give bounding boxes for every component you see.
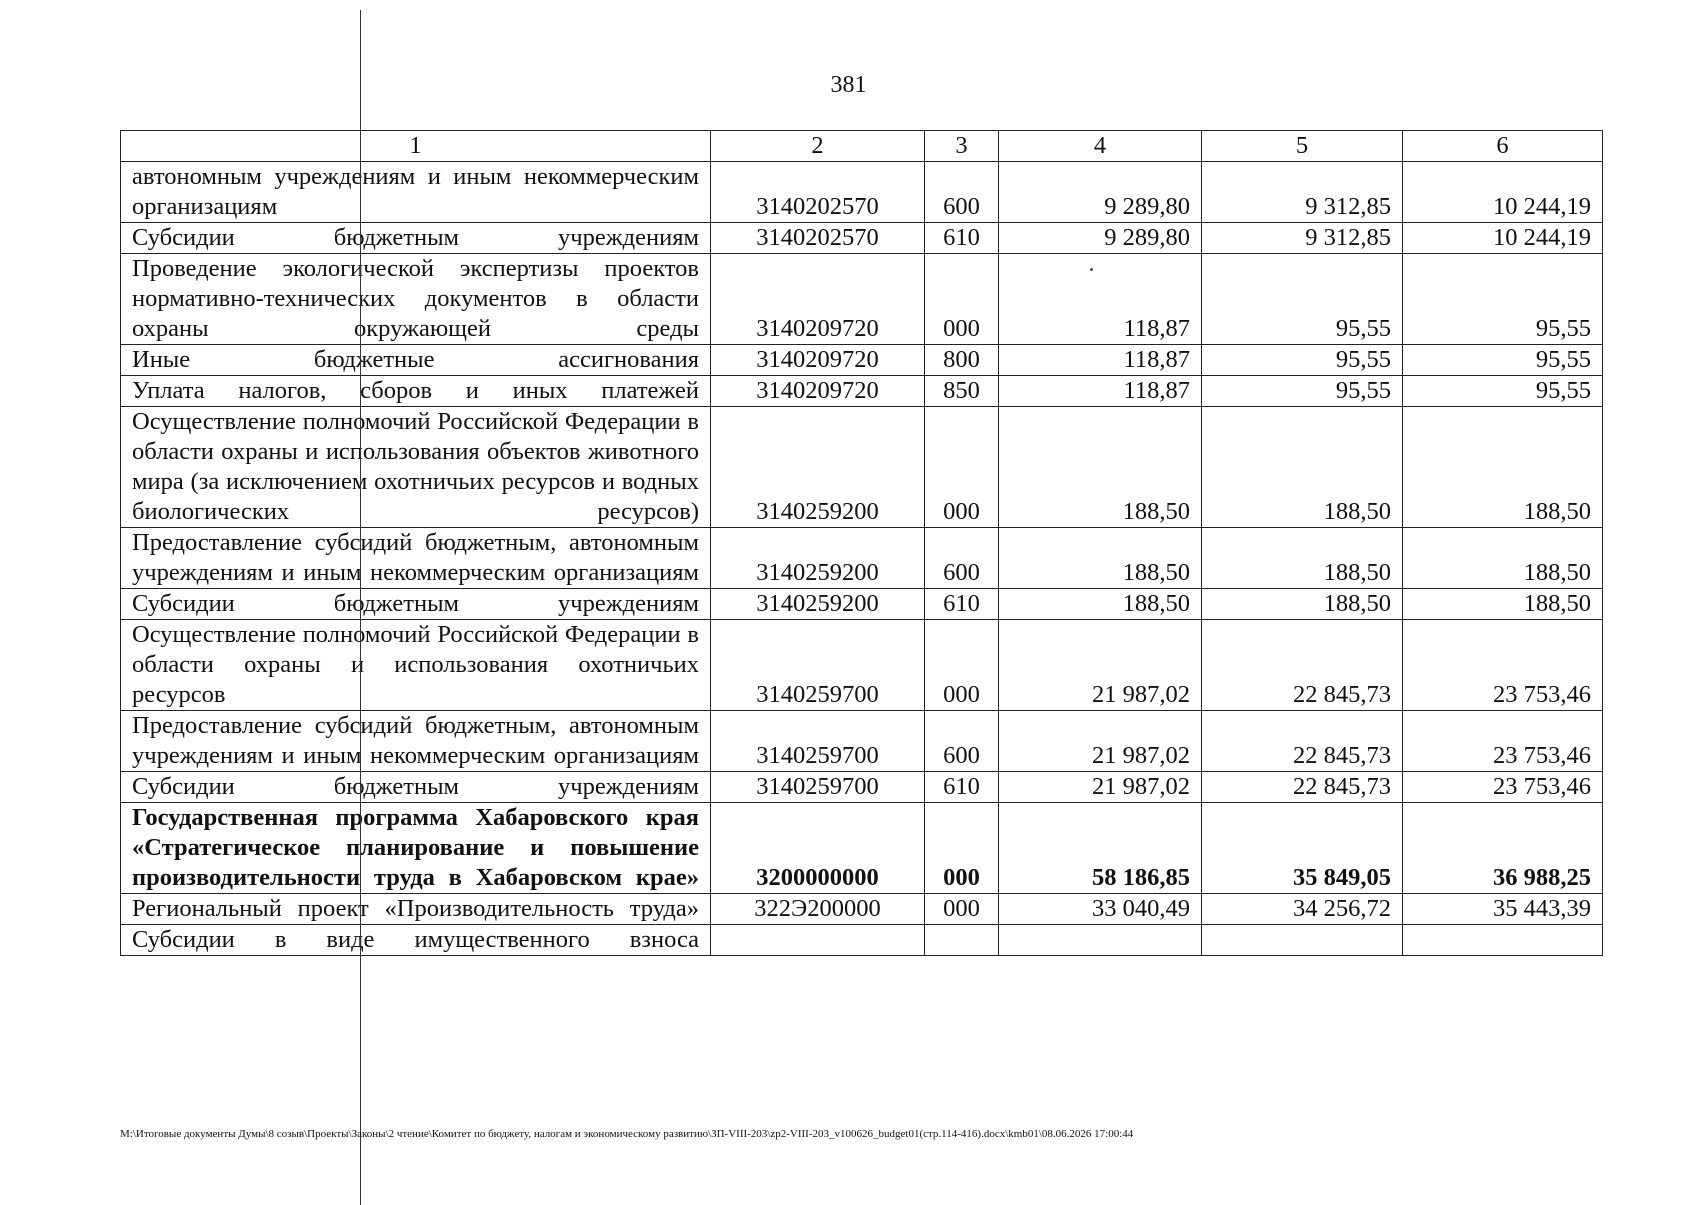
vr-cell: 000 [925,620,999,711]
code-cell: 3140259700 [711,772,925,803]
value-col5-cell: 9 312,85 [1202,223,1403,254]
name-cell: Субсидии бюджетным учреждениям [121,223,711,254]
value-col5-cell: 95,55 [1202,254,1403,345]
table-row [121,407,1603,528]
name-cell: Предоставление субсидий бюджетным, автономным учреждениям и иным некоммерческим организациям [121,711,711,772]
name-cell: Уплата налогов, сборов и иных платежей [121,376,711,407]
value-col5-cell: 22 845,73 [1202,620,1403,711]
value-col6-cell: 35 443,39 [1403,894,1603,925]
header-col-1: 1 [121,131,711,162]
value-col4-cell [999,925,1202,956]
value-col6-cell: 10 244,19 [1403,162,1603,223]
table-row [121,894,1603,925]
table-row [121,254,1603,345]
code-cell: 3140259200 [711,589,925,620]
footer-file-path: M:\Итоговые документы Думы\8 созыв\Проекты\Законы\2 чтение\Комитет по бюджету, налогам и экономическому развитию\ЗП-VIII-203\zp2-VIII-203_v100626_budget01(стр.114-416).docx\kmb01\08.06.2026 17:00:44 [120,1128,1134,1140]
value-col4-cell: 118,87 [999,376,1202,407]
vr-cell: 850 [925,376,999,407]
header-col-5: 5 [1202,131,1403,162]
table-row [121,620,1603,711]
table-row [121,711,1603,772]
value-col4-cell: 188,50 [999,407,1202,528]
table-row [121,803,1603,894]
scan-speck [1090,268,1093,271]
code-cell: 3140209720 [711,376,925,407]
code-cell: 3140209720 [711,345,925,376]
code-cell: 3140259700 [711,711,925,772]
value-col5-cell: 188,50 [1202,589,1403,620]
table-row [121,528,1603,589]
vr-cell: 600 [925,528,999,589]
value-col6-cell: 95,55 [1403,376,1603,407]
value-col4-cell: 118,87 [999,254,1202,345]
vr-cell [925,925,999,956]
value-col4-cell: 188,50 [999,528,1202,589]
value-col6-cell: 188,50 [1403,589,1603,620]
code-cell [711,925,925,956]
code-cell: 3140202570 [711,223,925,254]
vr-cell: 610 [925,772,999,803]
value-col4-cell: 21 987,02 [999,711,1202,772]
value-col4-cell: 9 289,80 [999,162,1202,223]
header-col-4: 4 [999,131,1202,162]
name-cell: Региональный проект «Производительность труда» [121,894,711,925]
name-cell: Субсидии в виде имущественного взноса [121,925,711,956]
vr-cell: 610 [925,589,999,620]
code-cell: 3200000000 [711,803,925,894]
value-col4-cell: 21 987,02 [999,620,1202,711]
vr-cell: 610 [925,223,999,254]
value-col5-cell: 34 256,72 [1202,894,1403,925]
table-row [121,772,1603,803]
value-col6-cell: 95,55 [1403,254,1603,345]
value-col6-cell: 188,50 [1403,407,1603,528]
value-col5-cell: 9 312,85 [1202,162,1403,223]
header-col-2: 2 [711,131,925,162]
name-cell: Осуществление полномочий Российской Федерации в области охраны и использования охотничьих ресурсов [121,620,711,711]
value-col4-cell: 188,50 [999,589,1202,620]
value-col6-cell: 23 753,46 [1403,772,1603,803]
name-cell: Иные бюджетные ассигнования [121,345,711,376]
value-col6-cell: 23 753,46 [1403,711,1603,772]
value-col6-cell [1403,925,1603,956]
name-cell: Государственная программа Хабаровского края «Стратегическое планирование и повышение производительности труда в Хабаровском крае» [121,803,711,894]
code-cell: 3140209720 [711,254,925,345]
value-col6-cell: 10 244,19 [1403,223,1603,254]
value-col6-cell: 95,55 [1403,345,1603,376]
code-cell: 3140259200 [711,528,925,589]
name-cell: Предоставление субсидий бюджетным, автономным учреждениям и иным некоммерческим организациям [121,528,711,589]
code-cell: 322Э200000 [711,894,925,925]
code-cell: 3140259700 [711,620,925,711]
name-cell: Субсидии бюджетным учреждениям [121,589,711,620]
vr-cell: 000 [925,803,999,894]
value-col5-cell: 95,55 [1202,376,1403,407]
value-col4-cell: 58 186,85 [999,803,1202,894]
value-col4-cell: 118,87 [999,345,1202,376]
value-col6-cell: 36 988,25 [1403,803,1603,894]
vr-cell: 000 [925,407,999,528]
table-row [121,589,1603,620]
name-cell: Субсидии бюджетным учреждениям [121,772,711,803]
table-row [121,345,1603,376]
value-col6-cell: 23 753,46 [1403,620,1603,711]
name-cell: Осуществление полномочий Российской Федерации в области охраны и использования объектов животного мира (за исключением охотничьих ресурсов и водных биологических ресурсов) [121,407,711,528]
value-col5-cell: 95,55 [1202,345,1403,376]
vr-cell: 000 [925,254,999,345]
table-row [121,925,1603,956]
budget-table [120,130,1603,956]
name-cell: Проведение экологической экспертизы проектов нормативно-технических документов в области охраны окружающей среды [121,254,711,345]
value-col5-cell: 188,50 [1202,407,1403,528]
vr-cell: 600 [925,162,999,223]
value-col4-cell: 9 289,80 [999,223,1202,254]
table-row [121,223,1603,254]
value-col4-cell: 33 040,49 [999,894,1202,925]
name-cell: автономным учреждениям и иным некоммерческим организациям [121,162,711,223]
value-col6-cell: 188,50 [1403,528,1603,589]
table-row [121,162,1603,223]
value-col5-cell [1202,925,1403,956]
code-cell: 3140202570 [711,162,925,223]
page-number: 381 [830,72,867,98]
vr-cell: 600 [925,711,999,772]
table-row [121,376,1603,407]
scan-line [360,10,361,1205]
vr-cell: 000 [925,894,999,925]
value-col5-cell: 35 849,05 [1202,803,1403,894]
value-col5-cell: 22 845,73 [1202,711,1403,772]
header-row [121,131,1603,162]
header-col-6: 6 [1403,131,1603,162]
vr-cell: 800 [925,345,999,376]
code-cell: 3140259200 [711,407,925,528]
value-col4-cell: 21 987,02 [999,772,1202,803]
value-col5-cell: 188,50 [1202,528,1403,589]
header-col-3: 3 [925,131,999,162]
value-col5-cell: 22 845,73 [1202,772,1403,803]
